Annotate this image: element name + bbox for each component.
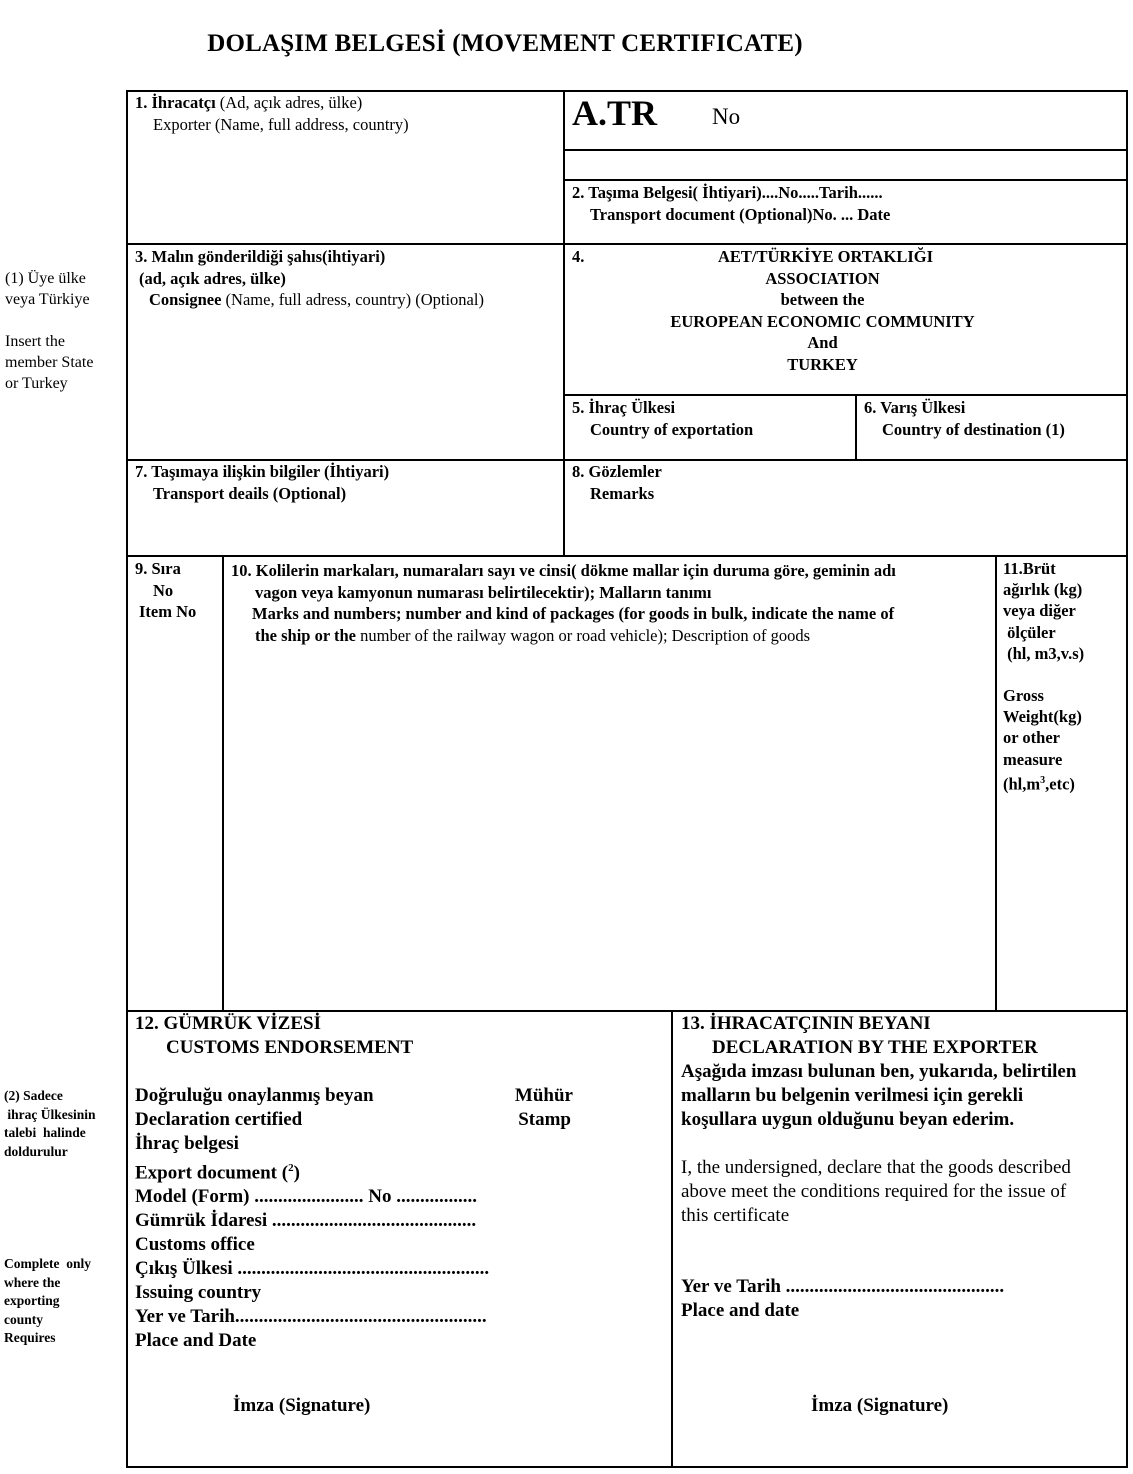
goods-description-field[interactable] (230, 652, 990, 1004)
export-document-en: Export document ( (135, 1162, 289, 1184)
export-document-tr: İhraç belgesi (135, 1133, 239, 1154)
box12-body (135, 1084, 575, 1353)
place-date-field[interactable]: Yer ve Tarih..................................................... (135, 1306, 487, 1328)
side-note-export-country-tr (4, 1087, 96, 1161)
side-note-line: member State (5, 354, 94, 371)
box11-line: ,etc) (1045, 774, 1075, 794)
divider (126, 555, 1128, 557)
divider (563, 90, 565, 557)
side-note-line: Requires (4, 1330, 56, 1345)
declaration-text-tr: malların bu belgenin verilmesi için gerekli (681, 1085, 1024, 1106)
box11-line: ölçüler (1003, 622, 1056, 642)
box6-line-en: Country of destination (1) (882, 419, 1065, 439)
side-note-line: talebi halinde (4, 1125, 86, 1140)
page-title: DOLAŞIM BELGESİ (MOVEMENT CERTIFICATE) (207, 30, 803, 57)
box11-line: (hl,m (1003, 774, 1041, 794)
side-note-export-country-en (4, 1255, 91, 1348)
box10-line: Marks and numbers; number and kind of packages (for goods in bulk, indicate the name of (252, 604, 895, 623)
customs-office-label: Customs office (135, 1234, 255, 1256)
customs-signature-label: İmza (Signature) (233, 1395, 371, 1416)
box11-gross-weight (1003, 558, 1084, 795)
divider (563, 179, 1128, 181)
box4-line: AET/TÜRKİYE ORTAKLIĞI (717, 247, 934, 266)
box11-line: 11.Brüt (1003, 559, 1056, 578)
declaration-text-en: this certificate (681, 1205, 790, 1226)
box11-line: measure (1003, 749, 1063, 769)
atr-no-label: No (712, 104, 741, 129)
box12-heading-tr: 12. GÜMRÜK VİZESİ (135, 1013, 321, 1034)
box9-line-en: Item No (139, 602, 197, 621)
box-number: 1. (135, 93, 148, 112)
side-note-line: veya Türkiye (5, 291, 90, 308)
box13-exporter-declaration (681, 1012, 1038, 1060)
box1-title-en: Exporter (Name, full address, country) (153, 114, 409, 134)
box10-line: number of the railway wagon or road vehicle); Description of goods (356, 625, 811, 645)
box4-line: EUROPEAN ECONOMIC COMMUNITY (670, 311, 975, 331)
box7-line-en: Transport deails (Optional) (153, 483, 347, 503)
box13-place-date (681, 1275, 1004, 1323)
box9-line-no: No (153, 580, 174, 600)
box11-line: veya diğer (1003, 601, 1076, 621)
exporter-field[interactable] (135, 118, 555, 238)
box4-line: And (807, 333, 838, 352)
exporter-place-date-field[interactable]: Yer ve Tarih .............................................. (681, 1276, 1005, 1297)
box11-line: Weight(kg) (1003, 707, 1082, 727)
box9-item-no (135, 558, 196, 623)
box1-title-tr-rest: (Ad, açık adres, ülke) (215, 93, 363, 112)
box6-line-tr: 6. Varış Ülkesi (864, 398, 966, 417)
box13-heading-en: DECLARATION BY THE EXPORTER (712, 1037, 1038, 1058)
atr-code: A.TR (572, 93, 658, 133)
box10-marks-and-numbers (231, 560, 989, 646)
box13-heading-tr: 13. İHRACATÇININ BEYANI (681, 1013, 931, 1034)
box4-line: ASSOCIATION (765, 268, 880, 288)
declaration-text-en: I, the undersigned, declare that the goods described (681, 1157, 1071, 1178)
box2-line-tr: 2. Taşıma Belgesi( İhtiyari)....No.....Tarih...... (572, 183, 883, 202)
divider (671, 1010, 673, 1468)
superscript: 3 (1040, 774, 1046, 786)
divider (222, 555, 224, 1011)
box5-line-en: Country of exportation (590, 419, 754, 439)
box10-line: vagon veya kamyonun numarası belirtilecektir); Malların tanımı (255, 582, 712, 602)
box7-transport-details (135, 461, 389, 504)
box2-transport-document (572, 182, 890, 225)
box1-title-tr: İhracatçı (151, 93, 216, 112)
box4-association (600, 246, 1045, 375)
side-note-line: (2) Sadece (4, 1088, 63, 1103)
declaration-certified-en: Declaration certified (135, 1109, 303, 1130)
side-note-line: ihraç Ülkesinin (4, 1106, 96, 1122)
divider (995, 555, 997, 1011)
box12-customs-endorsement (135, 1012, 413, 1060)
side-note-line: exporting (4, 1293, 60, 1308)
customs-office-field[interactable]: Gümrük İdaresi ........................................... (135, 1210, 477, 1232)
box4-line: between the (780, 290, 865, 309)
box5-country-of-exportation (572, 397, 753, 440)
declaration-text-tr: Aşağıda imzası bulunan ben, yukarıda, belirtilen (681, 1061, 1077, 1082)
box10-line: the ship or the (255, 625, 356, 645)
box2-line-en: Transport document (Optional)No. ... Date (590, 204, 891, 224)
box3-line-en: (Name, full adress, country) (Optional) (221, 290, 484, 309)
box10-line: 10. Kolilerin markaları, numaraları sayı ve cinsi( dökme mallar için duruma göre, geminin adı (231, 561, 896, 580)
gross-weight-field[interactable] (1001, 800, 1123, 1005)
issuing-country-field[interactable]: Çıkış Ülkesi ..................................................... (135, 1258, 490, 1280)
box3-line-tr: 3. Malın gönderildiği şahıs(ihtiyari) (135, 247, 386, 266)
side-note-line: where the (4, 1274, 61, 1290)
transport-details-field[interactable] (135, 505, 555, 551)
divider (126, 243, 1128, 245)
side-note-line: (1) Üye ülke (5, 270, 86, 287)
issuing-country-label: Issuing country (135, 1282, 262, 1304)
box13-body (681, 1060, 1121, 1228)
superscript: 2 (288, 1162, 294, 1174)
box5-line-tr: 5. İhraç Ülkesi (572, 398, 676, 417)
side-note-line: doldurulur (4, 1143, 68, 1159)
box4-line: TURKEY (787, 354, 858, 374)
box4-number: 4. (572, 247, 585, 266)
exporter-signature-label: İmza (Signature) (811, 1395, 949, 1416)
declaration-text-tr: koşullara uygun olduğunu beyan ederim. (681, 1109, 1015, 1130)
certificate-number-field[interactable] (752, 96, 1122, 144)
remarks-field[interactable] (572, 505, 1122, 551)
declaration-certified-tr: Doğruluğu onaylanmış beyan (135, 1085, 374, 1106)
box8-line-en: Remarks (590, 483, 655, 503)
model-form-field[interactable]: Model (Form) ....................... No ................. (135, 1186, 477, 1208)
stamp-label-en: Stamp (518, 1109, 571, 1130)
box3-consignee (135, 246, 484, 311)
box11-line: (hl, m3,v.s) (1003, 643, 1085, 663)
item-no-field[interactable] (130, 630, 218, 1005)
side-note-line: or Turkey (5, 375, 68, 392)
side-note-line (5, 310, 93, 331)
box7-line-tr: 7. Taşımaya ilişkin bilgiler (İhtiyari) (135, 462, 390, 481)
divider (855, 394, 857, 460)
box8-line-tr: 8. Gözlemler (572, 462, 662, 481)
box9-line-tr: 9. Sıra (135, 559, 181, 578)
box6-country-of-destination (864, 397, 1065, 440)
side-note-line: Complete only (4, 1256, 91, 1271)
exporter-place-date-label: Place and date (681, 1300, 800, 1321)
box11-line: Gross (1003, 686, 1044, 706)
side-note-line: Insert the (5, 333, 65, 350)
box11-line: or other (1003, 728, 1060, 748)
box3-line-tr2: (ad, açık adres, ülke) (139, 268, 286, 288)
consignee-field[interactable] (135, 314, 555, 454)
box12-heading-en: CUSTOMS ENDORSEMENT (166, 1037, 414, 1058)
place-date-label: Place and Date (135, 1330, 257, 1352)
box8-remarks (572, 461, 662, 504)
box11-line: ağırlık (kg) (1003, 580, 1083, 600)
side-note-member-state (5, 268, 93, 394)
declaration-text-en: above meet the conditions required for the issue of (681, 1181, 1067, 1202)
divider (563, 394, 1128, 396)
export-document-en: ) (293, 1162, 300, 1184)
side-note-line: county (4, 1311, 44, 1327)
divider (563, 149, 1128, 151)
stamp-label-tr: Mühür (514, 1085, 573, 1106)
box3-consignee-label: Consignee (149, 290, 222, 309)
